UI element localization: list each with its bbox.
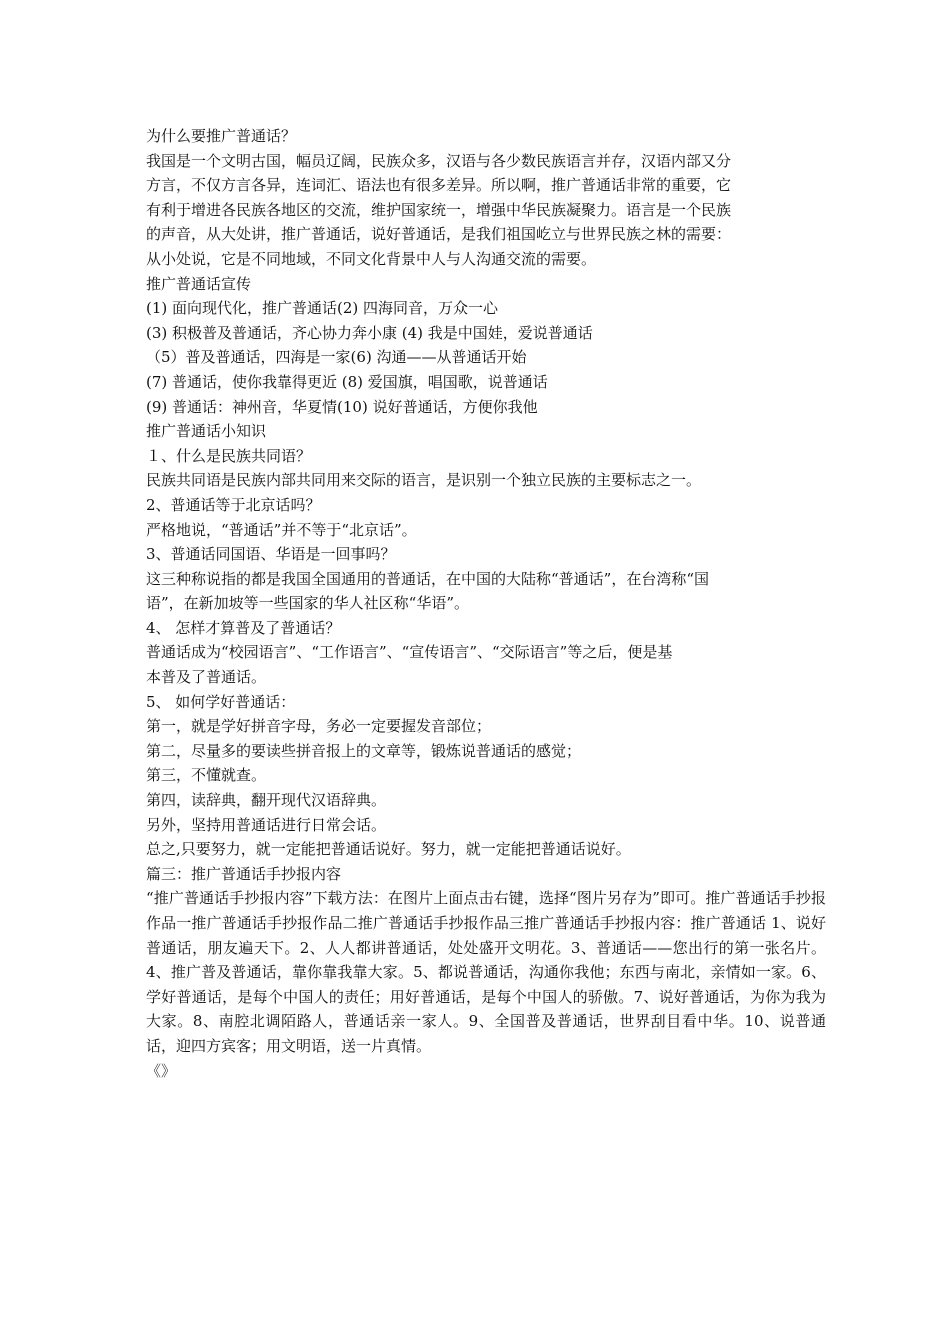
answer-line: 民族共同语是民族内部共同用来交际的语言，是识别一个独立民族的主要标志之一。 xyxy=(146,471,702,490)
slogan-line: (7) 普通话，使你我靠得更近 (8) 爱国旗，唱国歌，说普通话 xyxy=(146,372,548,391)
question-line: 5、 如何学好普通话： xyxy=(146,692,296,711)
answer-line: 第三，不懂就查。 xyxy=(146,766,267,785)
answer-line: 第二，尽量多的要读些拼音报上的文章等，锻炼说普通话的感觉； xyxy=(146,741,582,760)
question-line: 2、普通话等于北京话吗？ xyxy=(146,495,321,514)
slogan-line: (9) 普通话：神州音，华夏情(10) 说好普通话，方便你我他 xyxy=(146,397,538,416)
section-heading: 推广普通话小知识 xyxy=(146,422,267,441)
answer-line: 第四，读辞典，翻开现代汉语辞典。 xyxy=(146,791,387,810)
text-line: 方言，不仅方言各异，连词汇、语法也有很多差异。所以啊，推广普通话非常的重要，它 xyxy=(146,176,732,195)
text-line: 的声音，从大处讲，推广普通话，说好普通话，是我们祖国屹立与世界民族之林的需要： xyxy=(146,225,732,244)
text-line: 我国是一个文明古国，幅员辽阔，民族众多，汉语与各少数民族语言并存，汉语内部又分 xyxy=(146,151,732,170)
answer-line: 总之,只要努力，就一定能把普通话说好。努力，就一定能把普通话说好。 xyxy=(146,840,631,859)
question-line: 3、普通话同国语、华语是一回事吗？ xyxy=(146,545,396,564)
answer-line: 这三种称说指的都是我国全国通用的普通话，在中国的大陆称“普通话”，在台湾称“国 xyxy=(146,569,710,588)
slogan-line: (1) 面向现代化，推广普通话(2) 四海同音，万众一心 xyxy=(146,299,499,318)
slogan-line: (3) 积极普及普通话，齐心协力奔小康 (4) 我是中国娃，爱说普通话 xyxy=(146,323,593,342)
answer-line: 本普及了普通话。 xyxy=(146,668,267,687)
answer-line: 语”，在新加坡等一些国家的华人社区称“华语”。 xyxy=(146,594,470,613)
question-line: １、什么是民族共同语？ xyxy=(146,446,312,465)
text-line: 有利于增进各民族各地区的交流，维护国家统一，增强中华民族凝聚力。语言是一个民族 xyxy=(146,200,732,219)
answer-line: 严格地说，“普通话”并不等于“北京话”。 xyxy=(146,520,417,539)
answer-line: 另外，坚持用普通话进行日常会话。 xyxy=(146,815,387,834)
document-body xyxy=(146,124,826,1083)
section-heading: 推广普通话宣传 xyxy=(146,274,252,293)
slogan-line: （5）普及普通话，四海是一家(6) 沟通——从普通话开始 xyxy=(146,348,527,367)
answer-line: 普通话成为“校园语言”、“工作语言”、“宣传语言”、“交际语言”等之后，便是基 xyxy=(146,643,673,662)
section-heading: 篇三：推广普通话手抄报内容 xyxy=(146,864,342,883)
answer-line: 第一，就是学好拼音字母，务必一定要握发音部位； xyxy=(146,717,492,736)
body-paragraph: “推广普通话手抄报内容”下载方法：在图片上面点击右键，选择“图片另存为”即可。推广普通话手抄报作品一推广普通话手抄报作品二推广普通话手抄报作品三推广普通话手抄报内容：推广普通话 1、说好普通话，朋友遍天下。2、人人都讲普通话，处处盛开文明花。3、普通话——您出行的第一张名片。4、推广普及普通话，靠你靠我靠大家。5、都说普通话，沟通你我他；东西与南北，亲情如一家。6、学好普通话，是每个中国人的责任；用好普通话，是每个中国人的骄傲。7、说好普通话，为你为我为大家。8、南腔北调陌路人，普通话亲一家人。9、全国普及普通话，世界刮目看中华。10、说普通话，迎四方宾客；用文明语，送一片真情。 xyxy=(146,889,826,1055)
question-line: 4、 怎样才算普及了普通话？ xyxy=(146,618,341,637)
tail-mark: 《》 xyxy=(146,1061,177,1080)
text-line: 为什么要推广普通话？ xyxy=(146,127,297,145)
text-line: 从小处说，它是不同地域，不同文化背景中人与人沟通交流的需要。 xyxy=(146,249,597,268)
